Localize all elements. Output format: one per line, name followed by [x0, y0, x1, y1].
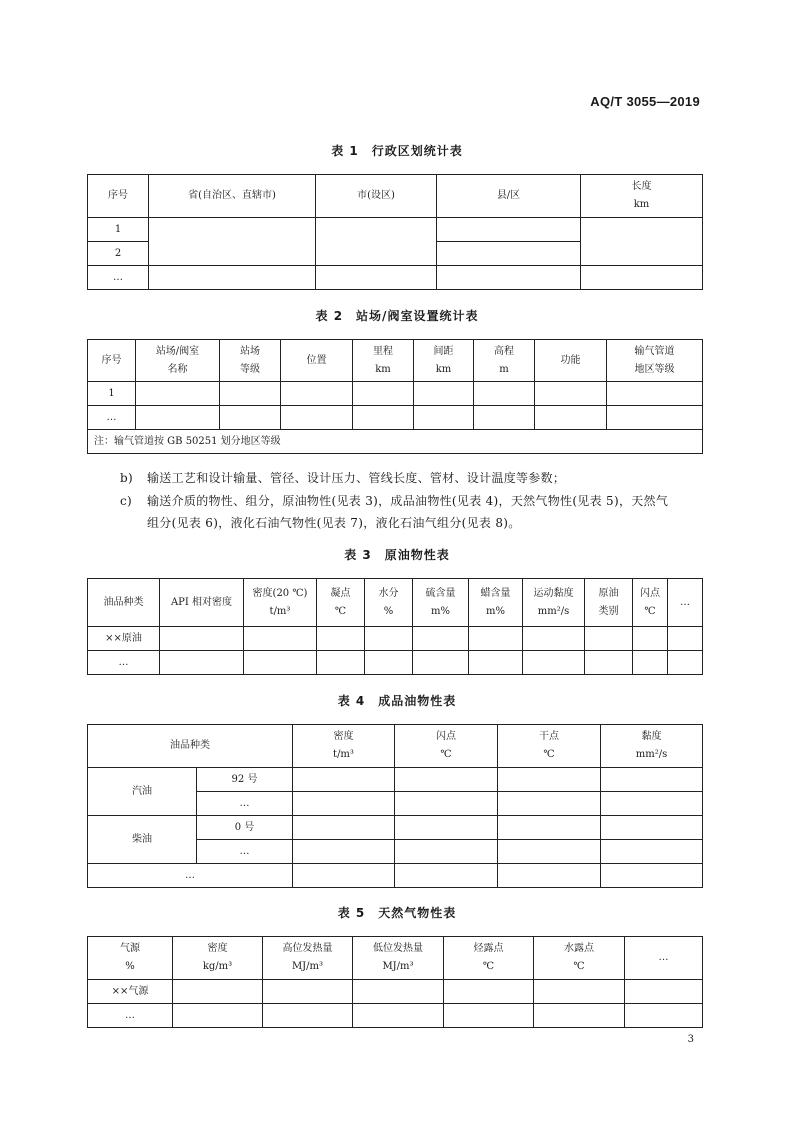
data-cell — [413, 627, 469, 651]
page-number: 3 — [687, 1034, 694, 1045]
data-cell — [316, 266, 437, 290]
data-cell — [581, 218, 703, 266]
data-cell — [414, 406, 474, 430]
data-cell — [523, 627, 585, 651]
header-cell — [173, 937, 263, 980]
header-cell — [395, 725, 498, 768]
data-cell — [173, 980, 263, 1004]
header-unit: ℃ — [644, 605, 656, 617]
data-cell — [293, 816, 395, 840]
table1-caption: 表 1 行政区划统计表 — [331, 144, 463, 158]
header-text: 高程 — [494, 345, 514, 357]
row-label-cell: … — [88, 864, 293, 888]
data-cell — [414, 382, 474, 406]
header-text: 名称 — [167, 363, 188, 375]
data-cell — [469, 651, 523, 675]
data-cell — [498, 864, 601, 888]
header-text: 地区等级 — [634, 363, 675, 375]
data-cell — [607, 382, 703, 406]
data-cell — [395, 864, 498, 888]
data-cell — [437, 242, 581, 266]
header-cell — [601, 725, 703, 768]
header-cell — [317, 579, 365, 627]
header-cell: 序号 — [88, 175, 149, 218]
header-text: 低位发热量 — [373, 943, 423, 954]
data-cell — [625, 980, 703, 1004]
data-cell — [317, 627, 365, 651]
header-cell: 油品种类 — [88, 725, 293, 768]
table3-crude-oil-properties — [87, 578, 703, 675]
header-cell — [136, 340, 220, 382]
header-unit: t/m³ — [333, 749, 354, 760]
data-cell — [395, 840, 498, 864]
data-cell — [220, 382, 281, 406]
data-cell — [160, 651, 244, 675]
header-cell — [474, 340, 535, 382]
item-label-cell: … — [197, 792, 293, 816]
table2-note: 注：输气管道按 GB 50251 划分地区等级 — [88, 430, 703, 454]
header-cell — [263, 937, 353, 980]
data-cell — [668, 627, 703, 651]
data-cell — [136, 382, 220, 406]
standard-code: AQ/T 3055—2019 — [590, 94, 700, 109]
data-cell — [668, 651, 703, 675]
header-cell: 功能 — [535, 340, 607, 382]
data-cell — [601, 816, 703, 840]
group-label-cell: 汽油 — [88, 768, 197, 816]
header-text: 长度 — [631, 181, 652, 192]
data-cell — [136, 406, 220, 430]
header-text: 里程 — [373, 345, 393, 357]
header-cell — [633, 579, 668, 627]
header-unit: m% — [431, 605, 450, 617]
header-unit: km — [633, 199, 650, 210]
header-text: 高位发热量 — [282, 943, 333, 954]
header-cell — [498, 725, 601, 768]
header-cell — [469, 579, 523, 627]
data-cell — [498, 768, 601, 792]
data-cell — [293, 864, 395, 888]
header-cell — [353, 340, 414, 382]
header-text: 烃露点 — [473, 943, 504, 954]
header-cell — [444, 937, 534, 980]
data-cell — [263, 980, 353, 1004]
header-unit: % — [383, 605, 394, 617]
header-unit: ℃ — [482, 961, 495, 972]
header-cell — [88, 937, 173, 980]
data-cell — [535, 382, 607, 406]
header-cell: … — [625, 937, 703, 980]
header-unit: % — [125, 961, 135, 972]
data-cell — [160, 627, 244, 651]
list-item-c — [120, 490, 700, 534]
data-cell — [607, 406, 703, 430]
data-cell — [625, 1004, 703, 1028]
list-text: 输送介质的物性、组分，原油物性(见表 3)，成品油物性(见表 4)，天然气物性(见表 5)，天然气 — [147, 494, 669, 508]
header-text: 闪点 — [436, 731, 456, 742]
header-text: 类别 — [598, 605, 619, 617]
header-text: 站场 — [240, 345, 260, 357]
table2-stations-valves — [87, 339, 703, 454]
data-cell — [149, 266, 316, 290]
header-cell — [353, 937, 444, 980]
data-cell — [365, 651, 413, 675]
header-cell — [365, 579, 413, 627]
table5-natural-gas-properties — [87, 936, 703, 1028]
data-cell — [293, 792, 395, 816]
table5-caption: 表 5 天然气物性表 — [337, 906, 457, 920]
data-cell — [437, 218, 581, 242]
header-unit: MJ/m³ — [291, 961, 324, 972]
data-cell — [353, 382, 414, 406]
header-text: 等级 — [240, 363, 260, 375]
header-text: 密度(20 ℃) — [252, 587, 308, 599]
header-cell — [607, 340, 703, 382]
data-cell — [395, 768, 498, 792]
data-cell — [535, 406, 607, 430]
header-unit: ℃ — [334, 605, 347, 617]
header-text: 密度 — [207, 943, 228, 954]
header-cell: 县/区 — [437, 175, 581, 218]
data-cell — [581, 266, 703, 290]
data-cell — [585, 627, 633, 651]
header-text: 水分 — [378, 587, 399, 599]
data-cell — [523, 651, 585, 675]
data-cell — [585, 651, 633, 675]
data-cell — [474, 382, 535, 406]
header-cell — [220, 340, 281, 382]
header-text: 硫含量 — [425, 587, 456, 599]
data-cell — [293, 768, 395, 792]
header-cell — [413, 579, 469, 627]
list-item-b — [120, 467, 700, 489]
data-cell — [353, 980, 444, 1004]
header-unit: MJ/m³ — [382, 961, 414, 972]
header-cell — [293, 725, 395, 768]
header-text: 间距 — [433, 345, 454, 357]
header-unit: km — [435, 363, 452, 375]
data-cell — [601, 768, 703, 792]
row-index-cell: 1 — [88, 218, 149, 242]
list-line — [120, 490, 700, 512]
header-unit: kg/m³ — [202, 961, 233, 972]
header-text: 运动黏度 — [533, 587, 574, 599]
data-cell — [317, 651, 365, 675]
row-index-cell: 2 — [88, 242, 149, 266]
data-cell — [220, 406, 281, 430]
header-cell: 油品种类 — [88, 579, 160, 627]
data-cell — [263, 1004, 353, 1028]
data-cell — [498, 840, 601, 864]
row-label-cell: … — [88, 651, 160, 675]
data-cell — [534, 980, 625, 1004]
header-text: 输气管道 — [634, 345, 675, 357]
header-cell — [585, 579, 633, 627]
data-cell — [601, 792, 703, 816]
row-label-cell: … — [88, 1004, 173, 1028]
data-cell — [244, 651, 317, 675]
data-cell — [633, 651, 668, 675]
row-index-cell: … — [88, 406, 136, 430]
header-cell: 市(设区) — [316, 175, 437, 218]
header-cell: … — [668, 579, 703, 627]
header-unit: m — [499, 363, 509, 375]
header-text: 凝点 — [330, 587, 351, 599]
header-cell — [244, 579, 317, 627]
group-label-cell: 柴油 — [88, 816, 197, 864]
header-cell: API 相对密度 — [160, 579, 244, 627]
header-text: 水露点 — [564, 943, 594, 954]
data-cell — [395, 792, 498, 816]
data-cell — [281, 406, 353, 430]
header-text: 密度 — [333, 731, 354, 742]
header-text: 干点 — [539, 731, 559, 742]
list-marker: c) — [120, 494, 133, 508]
data-cell — [444, 1004, 534, 1028]
data-cell — [244, 627, 317, 651]
header-cell: 位置 — [281, 340, 353, 382]
data-cell — [498, 816, 601, 840]
header-text: 原油 — [598, 587, 619, 599]
header-cell — [523, 579, 585, 627]
table3-caption: 表 3 原油物性表 — [344, 548, 450, 562]
header-text: 站场/阀室 — [155, 345, 200, 357]
row-index-cell: … — [88, 266, 149, 290]
header-unit: ℃ — [543, 749, 555, 760]
header-text: 闪点 — [640, 587, 660, 599]
item-label-cell: … — [197, 840, 293, 864]
data-cell — [395, 816, 498, 840]
data-cell — [444, 980, 534, 1004]
data-cell — [601, 864, 703, 888]
data-cell — [601, 840, 703, 864]
list-text: 输送工艺和设计输量、管径、设计压力、管线长度、管材、设计温度等参数； — [147, 471, 566, 485]
table2-caption: 表 2 站场/阀室设置统计表 — [315, 309, 479, 323]
header-text: 黏度 — [641, 731, 662, 742]
header-text: 气源 — [120, 943, 140, 954]
header-cell: 序号 — [88, 340, 136, 382]
header-cell: 省(自治区、直辖市) — [149, 175, 316, 218]
data-cell — [633, 627, 668, 651]
header-unit: ℃ — [573, 961, 585, 972]
table4-caption: 表 4 成品油物性表 — [337, 694, 457, 708]
data-cell — [365, 627, 413, 651]
row-label-cell: ××原油 — [88, 627, 160, 651]
header-cell — [581, 175, 703, 218]
data-cell — [149, 218, 316, 266]
header-unit: t/m³ — [269, 605, 291, 617]
table1-administrative-regions — [87, 174, 703, 290]
data-cell — [293, 840, 395, 864]
header-unit: mm²/s — [635, 749, 668, 760]
header-unit: mm²/s — [537, 605, 570, 617]
header-cell — [534, 937, 625, 980]
data-cell — [534, 1004, 625, 1028]
data-cell — [437, 266, 581, 290]
data-cell — [474, 406, 535, 430]
list-marker: b) — [120, 471, 133, 485]
row-label-cell: ××气源 — [88, 980, 173, 1004]
data-cell — [413, 651, 469, 675]
data-cell — [173, 1004, 263, 1028]
header-unit: km — [375, 363, 391, 375]
data-cell — [281, 382, 353, 406]
data-cell — [353, 1004, 444, 1028]
row-index-cell: 1 — [88, 382, 136, 406]
item-label-cell: 0 号 — [197, 816, 293, 840]
header-cell — [414, 340, 474, 382]
data-cell — [498, 792, 601, 816]
table4-refined-oil-properties — [87, 724, 703, 888]
header-unit: m% — [486, 605, 505, 617]
header-text: 蜡含量 — [480, 587, 511, 599]
data-cell — [316, 218, 437, 266]
data-cell — [469, 627, 523, 651]
data-cell — [353, 406, 414, 430]
item-label-cell: 92 号 — [197, 768, 293, 792]
list-text-continued: 组分(见表 6)，液化石油气物性(见表 7)，液化石油气组分(见表 8)。 — [147, 516, 521, 530]
header-unit: ℃ — [440, 749, 452, 760]
